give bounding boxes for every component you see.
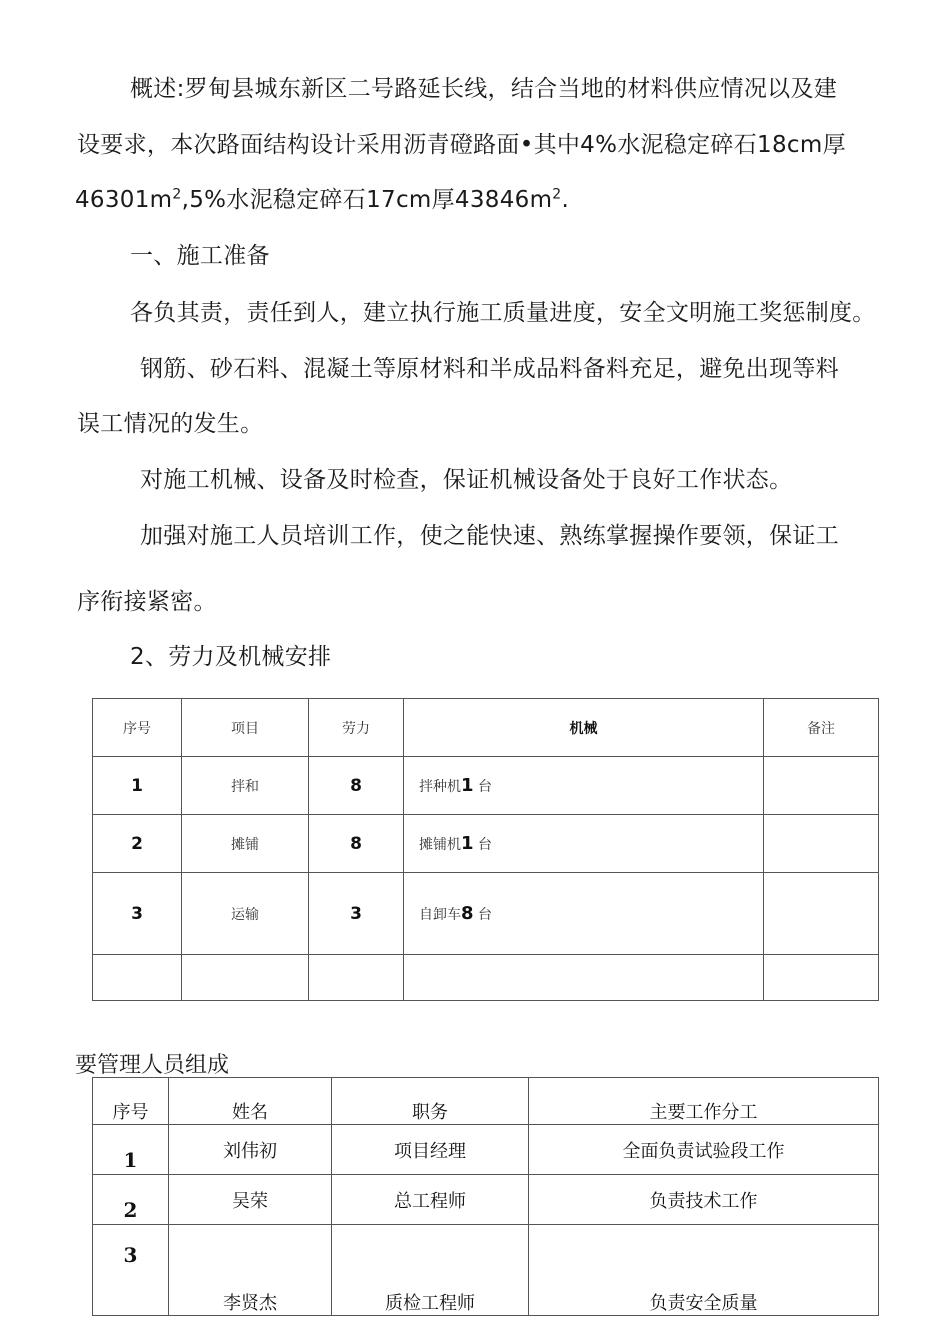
table-row (93, 757, 879, 815)
staff-row (93, 1225, 879, 1316)
staff-header-row (93, 1078, 879, 1125)
table-row-empty (93, 955, 879, 1001)
staff-table (92, 1077, 879, 1316)
row-machinery: 摊铺机1 台 (404, 815, 764, 873)
paragraph-materials-line-1: 钢筋、砂石料、混凝土等原材料和半成品料备料充足，避免出现等料 (140, 356, 839, 382)
staff-row (93, 1125, 879, 1175)
staff-no: 1 (93, 1125, 169, 1175)
overview-line-2: 设要求，本次路面结构设计采用沥青磴路面•其中4%水泥稳定碎石18cm厚 (77, 132, 846, 158)
staff-name: 刘伟初 (169, 1125, 332, 1175)
paragraph-training-line-2: 序衔接紧密。 (77, 589, 217, 615)
section-1-heading: 一、施工准备 (130, 243, 270, 269)
header-cell-machinery: 机械 (404, 699, 764, 757)
staff-name: 李贤杰 (169, 1225, 332, 1316)
row-item: 摊铺 (182, 815, 309, 873)
paragraph-materials-line-2: 误工情况的发生。 (77, 411, 264, 437)
header-cell-labor: 劳力 (309, 699, 404, 757)
empty-cell (93, 955, 182, 1001)
row-note (764, 873, 879, 955)
section-2-heading: 2、劳力及机械安排 (130, 644, 332, 670)
empty-cell (309, 955, 404, 1001)
staff-role: 质检工程师 (332, 1225, 529, 1316)
staff-duty: 全面负责试验段工作 (529, 1125, 879, 1175)
row-item: 拌和 (182, 757, 309, 815)
staff-header-role: 职务 (332, 1078, 529, 1125)
overview-line-1: 概述:罗甸县城东新区二号路延长线，结合当地的材料供应情况以及建 (130, 76, 838, 102)
row-labor: 8 (309, 757, 404, 815)
paragraph-training-line-1: 加强对施工人员培训工作，使之能快速、熟练掌握操作要领，保证工 (140, 523, 839, 549)
empty-cell (182, 955, 309, 1001)
staff-header-no: 序号 (93, 1078, 169, 1125)
row-note (764, 757, 879, 815)
row-machinery: 拌种机1 台 (404, 757, 764, 815)
row-note (764, 815, 879, 873)
row-labor: 3 (309, 873, 404, 955)
table-row (93, 815, 879, 873)
staff-role: 总工程师 (332, 1175, 529, 1225)
table-row (93, 873, 879, 955)
staff-table-title: 要管理人员组成 (75, 1053, 230, 1078)
staff-duty: 负责安全质量 (529, 1225, 879, 1316)
row-labor: 8 (309, 815, 404, 873)
staff-name: 吴荣 (169, 1175, 332, 1225)
overview-line-3: $46301m^2,5\%$水泥稳定碎石17cm厚$43846m^2$. (75, 186, 570, 213)
empty-cell (764, 955, 879, 1001)
staff-role: 项目经理 (332, 1125, 529, 1175)
row-item: 运输 (182, 873, 309, 955)
staff-header-name: 姓名 (169, 1078, 332, 1125)
row-no: 2 (93, 815, 182, 873)
table-header-row (93, 699, 879, 757)
staff-no: 3 (93, 1225, 169, 1316)
header-cell-no: 序号 (93, 699, 182, 757)
row-no: 1 (93, 757, 182, 815)
row-machinery: 自卸车8 台 (404, 873, 764, 955)
staff-duty: 负责技术工作 (529, 1175, 879, 1225)
labor-machinery-table (92, 698, 879, 1001)
row-no: 3 (93, 873, 182, 955)
empty-cell (404, 955, 764, 1001)
staff-header-duty: 主要工作分工 (529, 1078, 879, 1125)
header-cell-note: 备注 (764, 699, 879, 757)
staff-no: 2 (93, 1175, 169, 1225)
header-cell-item: 项目 (182, 699, 309, 757)
paragraph-machinery: 对施工机械、设备及时检查，保证机械设备处于良好工作状态。 (140, 467, 793, 493)
staff-row (93, 1175, 879, 1225)
paragraph-responsibility: 各负其责，责任到人，建立执行施工质量进度，安全文明施工奖惩制度。 (130, 300, 876, 326)
